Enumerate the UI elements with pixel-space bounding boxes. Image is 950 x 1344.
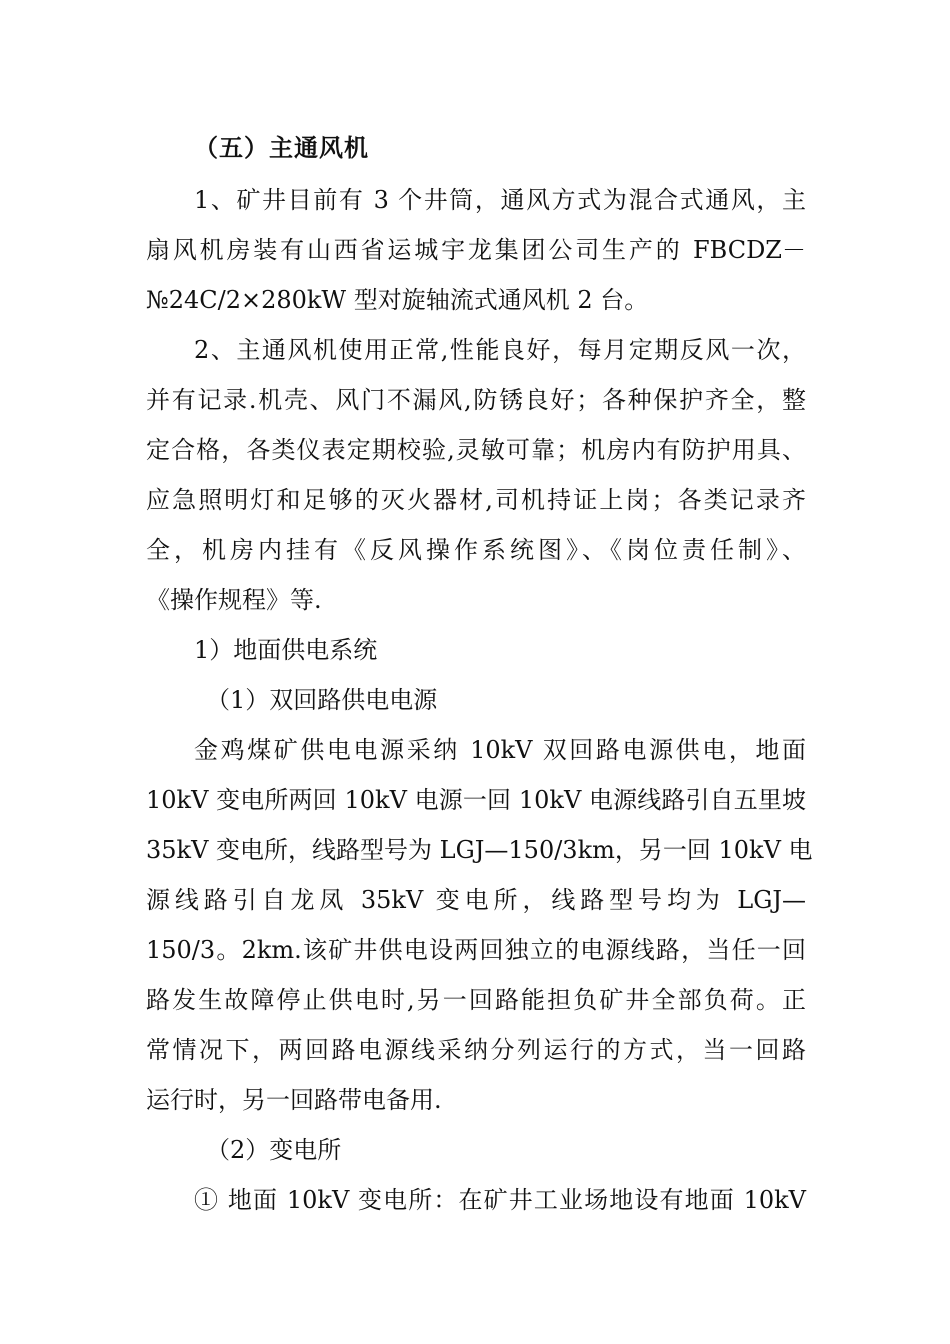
paragraph-line: 并有记录.机壳、风门不漏风,防锈良好；各种保护齐全，整 [146,386,806,414]
paragraph-line: 源线路引自龙凤 35kV 变电所，线路型号均为 LGJ— [146,886,806,914]
paragraph-line: 2、主通风机使用正常,性能良好，每月定期反风一次， [194,336,806,364]
subheading-ground-power: 1）地面供电系统 [194,636,378,664]
paragraph-line: 《操作规程》等. [146,586,322,614]
paragraph-line: 10kV 变电所两回 10kV 电源一回 10kV 电源线路引自五里坡 [146,786,806,814]
paragraph-line: 全，机房内挂有《反风操作系统图》、《岗位责任制》、 [146,536,806,564]
paragraph-line: 定合格，各类仪表定期校验,灵敏可靠；机房内有防护用具、 [146,436,806,464]
paragraph-line: 常情况下，两回路电源线采纳分列运行的方式，当一回路 [146,1036,806,1064]
paragraph-line: 扇风机房装有山西省运城宇龙集团公司生产的 FBCDZ－ [146,236,806,264]
section-heading-main-fan: （五）主通风机 [194,133,369,162]
paragraph-line: №24C/2×280kW 型对旋轴流式通风机 2 台。 [146,286,649,314]
paragraph-line: 35kV 变电所，线路型号为 LGJ—150/3km，另一回 10kV 电 [146,836,813,864]
paragraph-line: 金鸡煤矿供电电源采纳 10kV 双回路电源供电，地面 [194,736,806,764]
paragraph-line: 应急照明灯和足够的灭火器材,司机持证上岗；各类记录齐 [146,486,806,514]
paragraph-line: 1、矿井目前有 3 个井筒，通风方式为混合式通风，主 [194,186,806,214]
paragraph-line: 运行时，另一回路带电备用. [146,1086,442,1114]
paragraph-line: ① 地面 10kV 变电所：在矿井工业场地设有地面 10kV [194,1186,806,1214]
subheading-dual-circuit: （1）双回路供电电源 [206,686,438,714]
paragraph-line: 路发生故障停止供电时,另一回路能担负矿井全部负荷。正 [146,986,806,1014]
paragraph-line: 150/3。2km.该矿井供电设两回独立的电源线路，当任一回 [146,936,806,964]
subheading-substation: （2）变电所 [206,1136,342,1164]
